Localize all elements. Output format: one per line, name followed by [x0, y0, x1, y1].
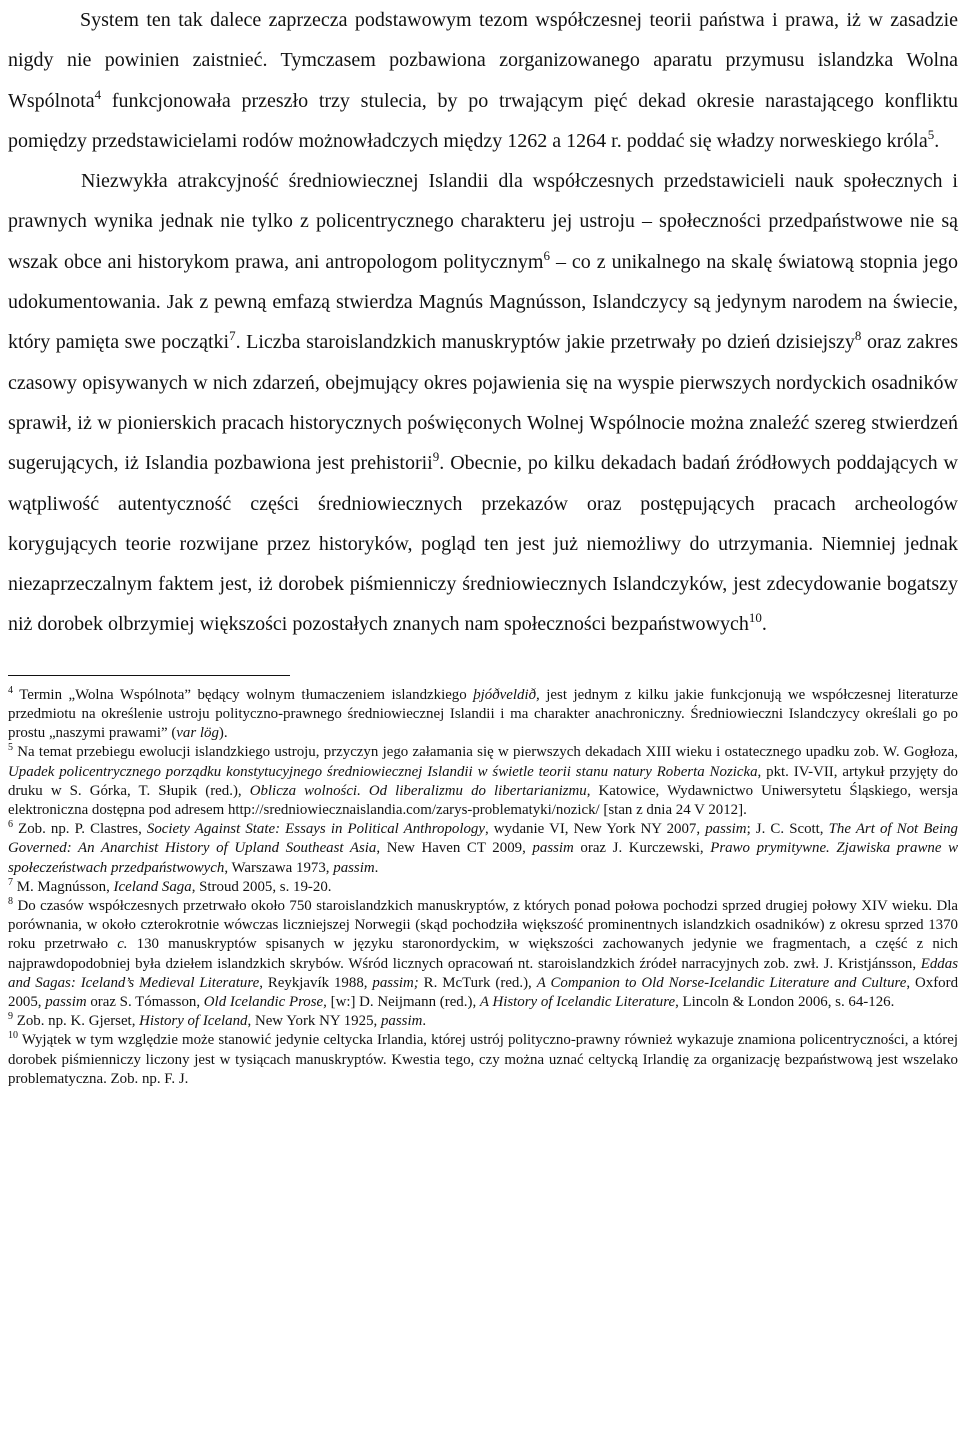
- text-run: , Lincoln & London 2006, s. 64-126.: [675, 994, 895, 1010]
- italic-text: passim: [705, 821, 747, 838]
- text-run: , wydanie VI, New York NY 2007,: [484, 821, 706, 838]
- text-run: Niezwykła atrakcyjność średniowiecznej Islandii dla współczesnych przedstawicieli nauk społecznych i prawnych wynika jednak nie tylko z policentrycznego charakteru jej ustroju – społeczności przedpaństwowe nie są wszak obce ani historykom prawa, ani antropologom politycznym: [8, 170, 958, 273]
- text-run: .: [761, 613, 767, 636]
- italic-text: History of Iceland: [139, 1013, 248, 1030]
- italic-text: Upadek policentrycznego porządku konstytucyjnego średniowiecznej Islandii w świetle teorii stanu natury Roberta Nozicka: [8, 763, 758, 780]
- text-run: .: [934, 129, 940, 152]
- footnote-ref: 7: [229, 328, 236, 344]
- footnote-4: [8, 686, 958, 744]
- text-run: oraz zakres czasowy opisywanych w nich zdarzeń, obejmujący okres pojawienia się na wyspie pierwszych nordyckich osadników sprawił, iż w pionierskich pracach historycznych poświęconych Wolnej Wspólnocie można znaleźć szereg stwierdzeń sugerujących, iż Islandia pozbawiona jest prehistorii: [8, 331, 958, 475]
- text-run: Termin „Wolna Wspólnota” będący wolnym tłumaczeniem islandzkiego: [13, 686, 474, 703]
- italic-text: c.: [117, 936, 128, 953]
- italic-text: Iceland Saga: [113, 878, 192, 895]
- text-run: jest jednym z kilku jakie funkcjonują we współczesnej literaturze przedmiotu na określenie ustroju polityczno-prawnego średniowiecznej Islandii i ma charakter anachroniczny. Średniowieczni Islandczycy określali go po prostu „naszymi prawami” (: [8, 686, 958, 742]
- text-run: oraz S. Tómasson,: [86, 994, 204, 1010]
- paragraph-2: [8, 161, 958, 645]
- footnote-9: [8, 1012, 958, 1031]
- italic-text: passim: [333, 859, 375, 876]
- text-run: , Reykjavík 1988,: [259, 974, 373, 991]
- text-run: . Obecnie, po kilku dekadach badań źródłowych poddających w wątpliwość autentyczność części średniowiecznych przekazów oraz postępujących pracach archeologów korygujących teorie rozwijane przez historyków, pogląd ten jest już niemożliwy do utrzymania. Niemniej jednak niezaprzeczalnym faktem jest, iż dorobek piśmienniczy średniowiecznych Islandczyków, jest zdecydowanie bogatszy niż dorobek olbrzymiej większości pozostałych znanych nam społeczności bezpaństwowych: [8, 452, 958, 636]
- footnote-ref: 9: [8, 1011, 13, 1023]
- italic-text: Prawo prymitywne. Zjawiska prawne w społeczeństwach przedpaństwowych: [8, 840, 959, 876]
- footnote-5: [8, 743, 958, 820]
- footnote-ref: 10: [748, 610, 762, 626]
- italic-text: passim: [532, 840, 574, 857]
- footnotes: [8, 686, 958, 1089]
- footnote-ref: 4: [94, 86, 102, 102]
- footnote-ref: 4: [8, 684, 13, 696]
- document-page: [8, 0, 958, 1089]
- footnote-7: [8, 878, 958, 897]
- footnote-ref: 10: [8, 1030, 18, 1042]
- italic-text: þjóðveldið,: [473, 686, 540, 703]
- text-run: Na temat przebiegu ewolucji islandzkiego ustroju, przyczyn jego załamania się w pierwszych dekadach XIII wieku i ostatecznego upadku zob. W. Gogłoza,: [13, 744, 958, 761]
- footnote-6: [8, 820, 958, 878]
- text-run: Zob. np. P. Clastres,: [13, 821, 147, 838]
- text-run: .: [422, 1013, 427, 1030]
- italic-text: passim: [380, 1013, 423, 1030]
- footnote-separator: [8, 675, 290, 676]
- italic-text: A Companion to Old Norse-Icelandic Literature and Culture: [536, 974, 907, 991]
- footnote-8: [8, 897, 958, 1012]
- footnote-ref: 8: [8, 895, 13, 907]
- footnote-ref: 8: [854, 328, 862, 344]
- text-run: ).: [218, 725, 228, 742]
- text-run: funkcjonowała przeszło trzy stulecia, by po trwającym pięć dekad okresie narastającego konfliktu pomiędzy przedstawicielami rodów możnowładczych między 1262 a 1264 r. poddać się władzy norweskiego króla: [8, 89, 958, 152]
- text-run: .: [374, 859, 379, 876]
- italic-text: Society Against State: Essays in Political Anthropology: [146, 821, 485, 838]
- text-run: 130 manuskryptów spisanych w języku staronordyckim, w większości zachowanych jedynie we fragmentach, a część z nich najprawdopodobniej była dziełem islandzkich skrybów. Wśród licznych opracowań nt. staroislandzkich źródeł narracyjnych zob. zwł. J. Kristjánsson,: [8, 936, 958, 972]
- text-run: , pkt. IV-VII, artykuł przyjęty do druku w S. Górka, T. Słupik (red.),: [8, 763, 958, 799]
- text-run: oraz J. Kurczewski,: [573, 840, 711, 857]
- text-run: Wyjątek w tym względzie może stanowić jedynie celtycka Irlandia, której ustrój polityczno-prawny również wykazuje znamiona policentryczności, a której dorobek piśmienniczy liczony jest w tysiącach manuskryptów. Kwestia tego, czy można uznać celtycką Irlandię za organizację bezpaństwową jest wszelako problematyczna. Zob. np. F. J.: [8, 1032, 958, 1087]
- footnote-ref: 6: [543, 247, 550, 263]
- text-run: Do czasów współczesnych przetrwało około 750 staroislandzkich manuskryptów, z których ponad połowa pochodzi sprzed drugiej połowy XIV wieku. Dla porównania, w około czterokrotnie wówczas liczniejszej Norwegii (skąd pochodziła większość prominentnych islandzkich osadników) z okresu sprzed 1370 roku przetrwało: [8, 897, 958, 953]
- italic-text: passim;: [372, 974, 419, 991]
- text-run: , New York NY 1925,: [247, 1013, 381, 1030]
- text-run: M. Magnússon,: [13, 878, 114, 895]
- text-run: Zob. np. K. Gjerset,: [13, 1013, 140, 1030]
- italic-text: Oblicza wolności. Od liberalizmu do libertarianizmu: [249, 782, 587, 799]
- italic-text: The Art of Not Being Governed: An Anarchist History of Upland Southeast Asia: [8, 821, 958, 857]
- italic-text: passim: [45, 994, 87, 1010]
- italic-text: Old Icelandic Prose,: [203, 994, 327, 1010]
- text-run: ; J. C. Scott,: [746, 821, 829, 838]
- text-run: – co z unikalnego na skalę światową stopnia jego udokumentowania. Jak z pewną emfazą stwierdza Magnús Magnússon, Islandczycy są jedynym narodem na świecie, który pamięta swe początki: [8, 250, 958, 354]
- text-run: , Katowice, Wydawnictwo Uniwersytetu Śląskiego, wersja elektroniczna dostępna pod adresem http://sredniowiecznaislandia.com/zarys-problematyki/nozick/ [stan z dnia 24 V 2012].: [8, 782, 958, 818]
- text-run: , Oxford 2005,: [8, 974, 959, 1010]
- footnote-10: [8, 1031, 958, 1089]
- italic-text: Eddas and Sagas: Iceland’s Medieval Literature: [8, 955, 958, 991]
- footnote-ref: 6: [8, 819, 13, 831]
- text-run: , New Haven CT 2009,: [376, 840, 533, 857]
- italic-text: var lög: [176, 725, 219, 742]
- footnote-ref: 9: [432, 449, 440, 465]
- text-run: System ten tak dalece zaprzecza podstawowym tezom współczesnej teorii państwa i prawa, iż w zasadzie nigdy nie powinien zaistnieć. Tymczasem pozbawiona zorganizowanego aparatu przymusu islandzka Wolna Wspólnota: [8, 9, 958, 112]
- text-run: , Stroud 2005, s. 19-20.: [191, 878, 332, 895]
- italic-text: A History of Icelandic Literature: [479, 994, 676, 1010]
- footnote-ref: 5: [8, 742, 13, 754]
- paragraph-1: [8, 0, 958, 161]
- footnote-ref: 7: [8, 876, 13, 888]
- text-run: R. McTurk (red.),: [418, 974, 537, 991]
- text-run: [w:] D. Neijmann (red.),: [326, 994, 480, 1010]
- footnote-ref: 5: [927, 126, 935, 142]
- text-run: . Liczba staroislandzkich manuskryptów jakie przetrwały po dzień dzisiejszy: [235, 331, 855, 354]
- text-run: , Warszawa 1973,: [224, 859, 334, 876]
